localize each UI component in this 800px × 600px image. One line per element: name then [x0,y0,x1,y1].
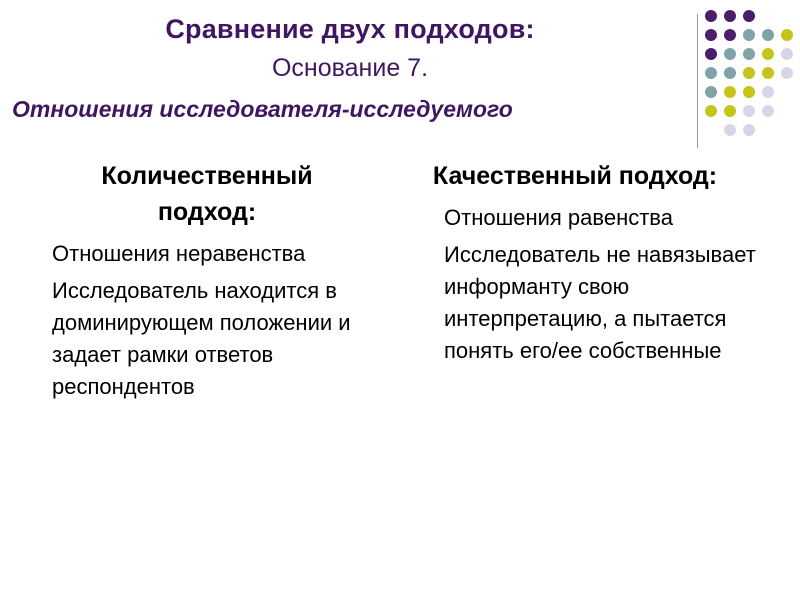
decorative-dot [781,48,793,60]
decorative-dot [743,105,755,117]
decorative-dot [705,105,717,117]
qualitative-items [444,202,784,367]
decorative-dot [781,67,793,79]
quantitative-column [52,158,372,403]
decorative-dot [705,86,717,98]
slide-topic: Отношения исследователя-исследуемого [12,96,513,122]
qualitative-column [432,158,784,367]
decorative-dot [762,67,774,79]
decorative-dot [743,86,755,98]
decorative-dot [762,86,774,98]
decorative-divider [697,14,698,148]
decorative-dot [762,105,774,117]
decorative-dot [781,29,793,41]
list-item: Отношения неравенства [52,241,306,266]
decorative-dot [724,124,736,136]
decorative-dot [705,48,717,60]
decorative-dot [743,67,755,79]
decorative-dot [724,105,736,117]
decorative-dot [705,29,717,41]
decorative-dot [743,48,755,60]
decorative-dot [762,29,774,41]
decorative-dot [724,86,736,98]
decorative-dot [724,67,736,79]
list-item: Исследователь находится в доминирующем положении и задает рамки ответов респондентов [52,278,351,399]
decorative-dot [762,48,774,60]
decorative-dot [743,10,755,22]
decorative-dot [705,67,717,79]
quantitative-items [52,238,372,403]
decorative-dot [743,124,755,136]
decorative-dot [705,10,717,22]
decorative-dot [724,10,736,22]
decorative-dot [724,29,736,41]
slide-subtitle: Основание 7. [271,54,429,82]
quantitative-heading: Количественный подход: [101,162,313,226]
decorative-dot [724,48,736,60]
list-item: Отношения равенства [444,205,673,230]
decorative-dot [743,29,755,41]
list-item: Исследователь не навязывает информанту свою интерпретацию, а пытается понять его/ее собственные [444,242,756,363]
decorative-dot-grid [703,8,800,132]
slide-title: Сравнение двух подходов: [165,14,535,44]
qualitative-heading: Качественный подход: [432,162,718,190]
